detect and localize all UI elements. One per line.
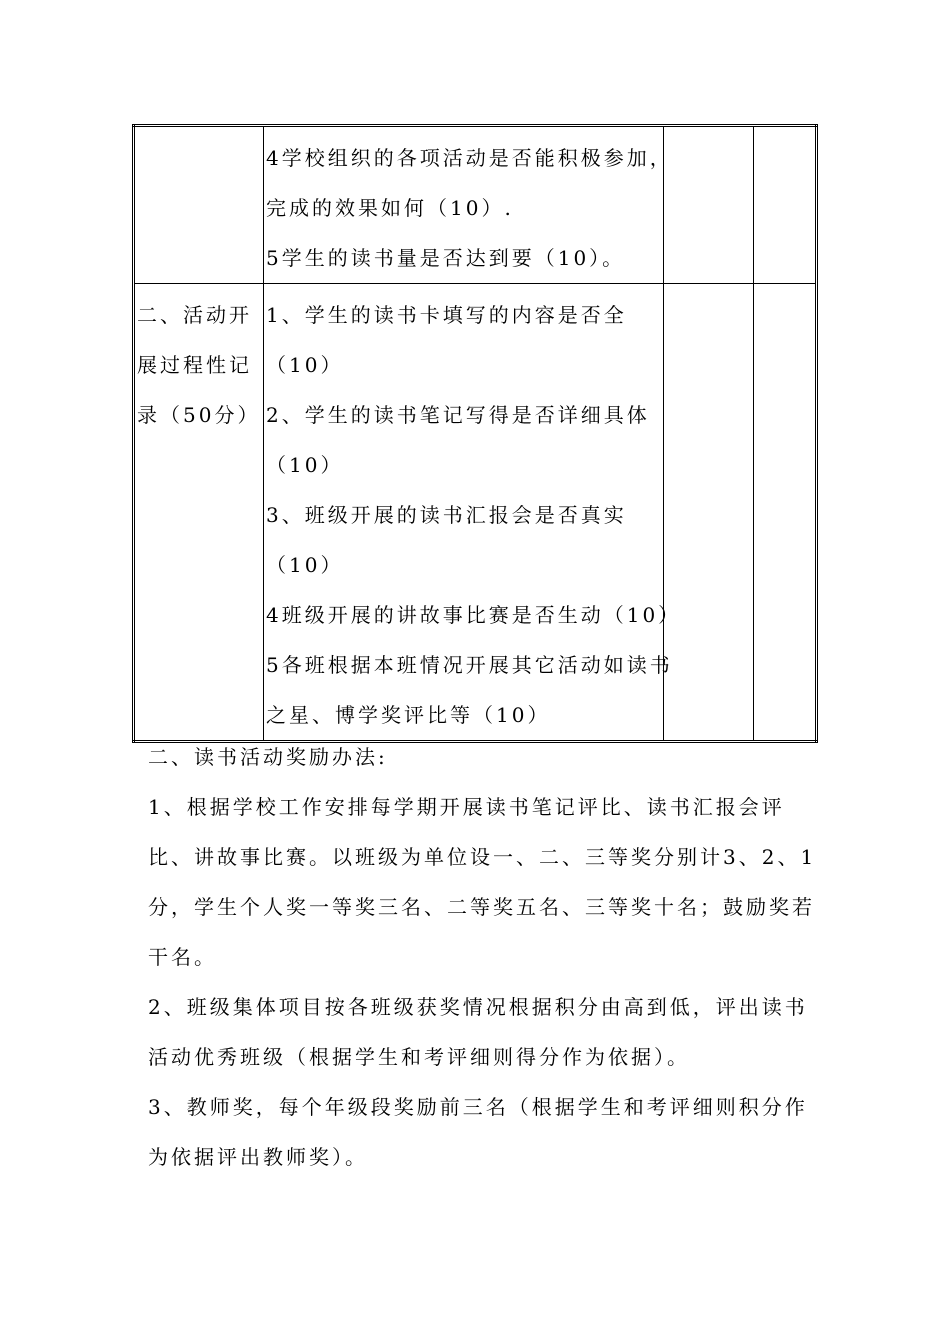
paragraph-line: 干名。 bbox=[148, 945, 217, 969]
criteria-cell bbox=[264, 284, 682, 742]
criteria-line: 5各班根据本班情况开展其它活动如读书 bbox=[266, 653, 673, 677]
criteria-line: 4班级开展的讲故事比赛是否生动（10） bbox=[266, 603, 682, 627]
remark-cell bbox=[754, 284, 817, 742]
criteria-line: （10） bbox=[266, 553, 344, 577]
table-row bbox=[134, 126, 817, 284]
criteria-line: 之星、博学奖评比等（10） bbox=[266, 703, 551, 727]
evaluation-table bbox=[132, 124, 818, 743]
reward-section bbox=[148, 732, 828, 1182]
category-cell bbox=[134, 126, 264, 284]
paragraph-line: 分，学生个人奖一等奖三名、二等奖五名、三等奖十名；鼓励奖若 bbox=[148, 895, 815, 919]
criteria-line: 5学生的读书量是否达到要（10）。 bbox=[266, 246, 626, 270]
category-line: 二、活动开 bbox=[137, 303, 252, 327]
paragraph-line: 活动优秀班级（根据学生和考评细则得分作为依据）。 bbox=[148, 1045, 690, 1069]
criteria-line: 4学校组织的各项活动是否能积极参加， bbox=[266, 146, 673, 170]
category-cell bbox=[134, 284, 264, 742]
paragraph-line: 为依据评出教师奖）。 bbox=[148, 1145, 368, 1169]
category-line: 录（50分） bbox=[137, 403, 261, 427]
remark-cell bbox=[754, 126, 817, 284]
criteria-line: 3、班级开展的读书汇报会是否真实 bbox=[266, 503, 627, 527]
score-cell bbox=[664, 284, 754, 742]
paragraph-line: 比、讲故事比赛。以班级为单位设一、二、三等奖分别计3、2、1 bbox=[148, 845, 817, 869]
table-row bbox=[134, 284, 817, 742]
criteria-line: 2、学生的读书笔记写得是否详细具体 bbox=[266, 403, 650, 427]
section-heading: 二、读书活动奖励办法: bbox=[148, 745, 388, 769]
paragraph-line: 3、教师奖，每个年级段奖励前三名（根据学生和考评细则积分作 bbox=[148, 1095, 808, 1119]
criteria-line: （10） bbox=[266, 353, 344, 377]
score-cell bbox=[664, 126, 754, 284]
criteria-line: 完成的效果如何（10）. bbox=[266, 196, 514, 220]
criteria-line: 1、学生的读书卡填写的内容是否全 bbox=[266, 303, 627, 327]
criteria-cell bbox=[264, 126, 673, 284]
paragraph-line: 2、班级集体项目按各班级获奖情况根据积分由高到低，评出读书 bbox=[148, 995, 808, 1019]
category-line: 展过程性记 bbox=[137, 353, 252, 377]
paragraph-line: 1、根据学校工作安排每学期开展读书笔记评比、读书汇报会评 bbox=[148, 795, 785, 819]
criteria-line: （10） bbox=[266, 453, 344, 477]
